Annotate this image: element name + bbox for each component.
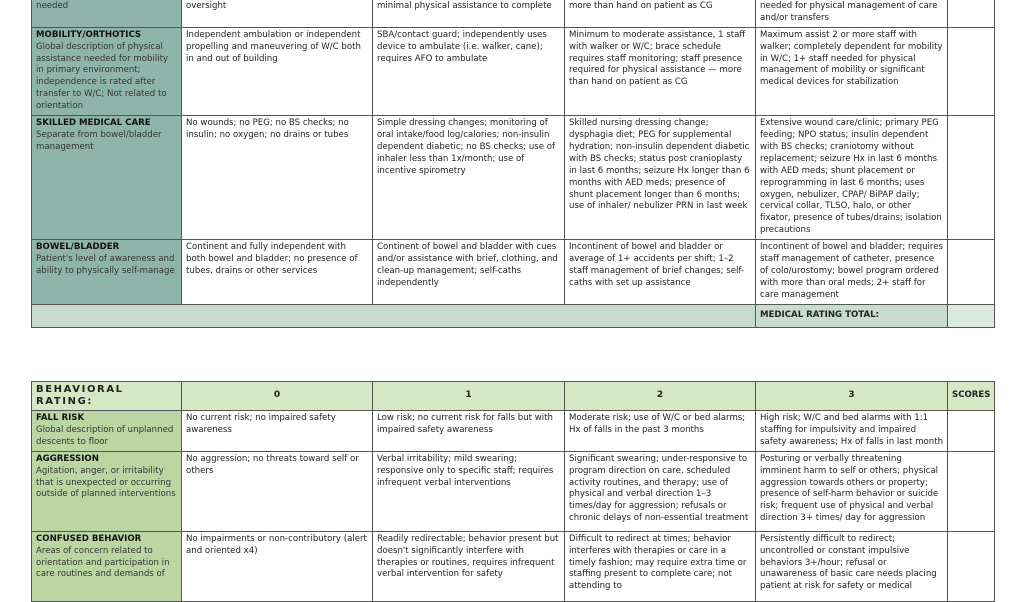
behavioral-rating-table (31, 381, 995, 602)
medical-rating-total-label: MEDICAL RATING TOTAL: (756, 304, 948, 327)
total-row (32, 304, 995, 327)
row-title: SKILLED MEDICAL CARE (36, 118, 151, 129)
rating-cell-0: Independent ambulation or independent propelling and maneuvering of W/C both in and out of building (182, 27, 373, 115)
rating-cell-0: No impairments or non-contributory (alert and oriented x4) (182, 531, 373, 601)
rating-cell-0: No aggression; no threats toward self or others (182, 451, 373, 531)
row-title: BOWEL/BLADDER (36, 242, 120, 253)
behavioral-rating-title: BEHAVIORAL RATING: (32, 382, 182, 411)
rating-cell-3: needed for physical management of care and/or transfers (756, 0, 948, 27)
row-title: MOBILITY/ORTHOTICS (36, 29, 142, 40)
level-header-0: 0 (182, 382, 373, 411)
row-label-cell (32, 116, 182, 240)
level-header-3: 3 (756, 382, 948, 411)
score-cell[interactable] (948, 451, 995, 531)
score-cell[interactable] (948, 531, 995, 601)
rating-cell-1: Verbal irritability; mild swearing; responsive only to specific staff; requires infrequent verbal interventions (373, 451, 565, 531)
scores-header: SCORES (948, 382, 995, 411)
row-description: Patient's level of awareness and ability to physically self-manage (36, 254, 175, 276)
row-label-cell (32, 0, 182, 27)
rating-cell-2: Moderate risk; use of W/C or bed alarms; Hx of falls in the past 3 months (565, 411, 756, 452)
rating-cell-2: Difficult to redirect at times; behavior interferes with therapies or care in a timely fashion; may require extra time or staffing present to complete care; not attending to (565, 531, 756, 601)
score-cell[interactable] (948, 27, 995, 115)
row-label-cell (32, 451, 182, 531)
row-label-cell (32, 27, 182, 115)
row-label-cell (32, 411, 182, 452)
level-header-2: 2 (565, 382, 756, 411)
table-row (32, 451, 995, 531)
medical-rating-total-score[interactable] (948, 304, 995, 327)
score-cell[interactable] (948, 411, 995, 452)
rating-cell-2: more than hand on patient as CG (565, 0, 756, 27)
rating-cell-3: Persistently difficult to redirect; uncontrolled or constant impulsive behaviors 3+/hour; refusal or unawareness of basic care needs placing patient at risk for safety or medical (756, 531, 948, 601)
header-row (32, 382, 995, 411)
row-description: Global description of physical assistance needed for mobility in primary environment; independence is rated after transfer to W/C; Not related to orientation (36, 41, 169, 112)
rating-cell-2: Minimum to moderate assistance, 1 staff with walker or W/C; brace schedule requires staff monitoring; staff presence required for physical assistance — more than hand on patient as CG (565, 27, 756, 115)
row-description: Global description of unplanned descents to floor (36, 424, 174, 447)
medical-rating-table (31, 0, 995, 328)
table-row (32, 411, 995, 452)
row-title: CONFUSED BEHAVIOR (36, 533, 142, 544)
rating-cell-0: No wounds; no PEG; no BS checks; no insulin; no oxygen; no drains or tubes (182, 116, 373, 240)
row-description: Agitation, anger, or irritability that is unexpected or occurring outside of planned interventions (36, 465, 176, 500)
row-label-cell (32, 531, 182, 601)
rating-cell-2: Incontinent of bowel and bladder or average of 1+ accidents per shift; 1–2 staff management of brief changes; self-caths with set up assistance (565, 240, 756, 305)
row-description: Separate from bowel/bladder management (36, 129, 162, 152)
row-title: AGGRESSION (36, 453, 99, 464)
table-row (32, 27, 995, 115)
rating-cell-2: Significant swearing; under-responsive to program direction on care, scheduled activity routines, and therapy; use of physical and verbal direction 1–3 times/day for aggression; refusals or chronic delays of non-essential treatment (565, 451, 756, 531)
rating-cell-3: Maximum assist 2 or more staff with walker; completely dependent for mobility in W/C; 1+ staff needed for physical management of mobility or significant medical devices for stabilization (756, 27, 948, 115)
total-spacer (32, 304, 756, 327)
table-row (32, 240, 995, 305)
table-row (32, 116, 995, 240)
rating-cell-3: Posturing or verbally threatening imminent harm to self or others; physical aggression towards others or property; presence of self-harm behavior or suicide risk; frequent use of physical and verbal direction 3+ times/ day for aggression (756, 451, 948, 531)
score-cell[interactable] (948, 0, 995, 27)
score-cell[interactable] (948, 116, 995, 240)
level-header-1: 1 (373, 382, 565, 411)
row-title: FALL RISK (36, 413, 85, 423)
rating-cell-1: Simple dressing changes; monitoring of oral intake/food log/calories; non-insulin dependent diabetic; no BS checks; use of inhaler less than 1x/month; use of incentive spirometry (373, 116, 565, 240)
row-label-cell (32, 240, 182, 305)
rating-cell-0: No current risk; no impaired safety awareness (182, 411, 373, 452)
row-description: Areas of concern related to orientation and participation in care routines and demands of (36, 545, 170, 580)
rating-cell-3: Extensive wound care/clinic; primary PEG feeding; NPO status; insulin dependent with BS checks; craniotomy without replacement; seizure Hx in last 6 months with AED meds; shunt placement or reprogramming in last 6 months; uses oxygen, nebulizer, CPAP/ BiPAP daily; cervical collar, TLSO, halo, or other fixator, presence of tubes/drains; isolation precautions (756, 116, 948, 240)
rating-cell-3: High risk; W/C and bed alarms with 1:1 staffing for impulsivity and impaired safety awareness; Hx of falls in last month (756, 411, 948, 452)
rating-cell-0: oversight (182, 0, 373, 27)
rating-cell-1: Low risk; no current risk for falls but with impaired safety awareness (373, 411, 565, 452)
rating-cell-1: Continent of bowel and bladder with cues and/or assistance with brief, clothing, and clean-up management; self-caths independently (373, 240, 565, 305)
rating-cell-3: Incontinent of bowel and bladder; requires staff management of catheter, presence of colo/urostomy; bowel program ordered with more than oral meds; 2+ staff for care management (756, 240, 948, 305)
table-row (32, 0, 995, 27)
table-row (32, 531, 995, 601)
rating-cell-1: Readily redirectable; behavior present but doesn't significantly interfere with therapies or routines, requires infrequent verbal intervention for safety (373, 531, 565, 601)
rating-cell-2: Skilled nursing dressing change; dysphagia diet; PEG for supplemental hydration; non-insulin dependent diabetic with BS checks; status post cranioplasty in last 6 months; seizure Hx longer than 6 months with AED meds; presence of shunt placement longer than 6 months; use of inhaler/ nebulizer PRN in last week (565, 116, 756, 240)
score-cell[interactable] (948, 240, 995, 305)
rating-cell-1: SBA/contact guard; independently uses device to ambulate (i.e. walker, cane); requires AFO to ambulate (373, 27, 565, 115)
rating-cell-0: Continent and fully independent with both bowel and bladder; no presence of tubes, drains or other services (182, 240, 373, 305)
rating-cell-1: minimal physical assistance to complete (373, 0, 565, 27)
row-description: needed (36, 0, 69, 11)
